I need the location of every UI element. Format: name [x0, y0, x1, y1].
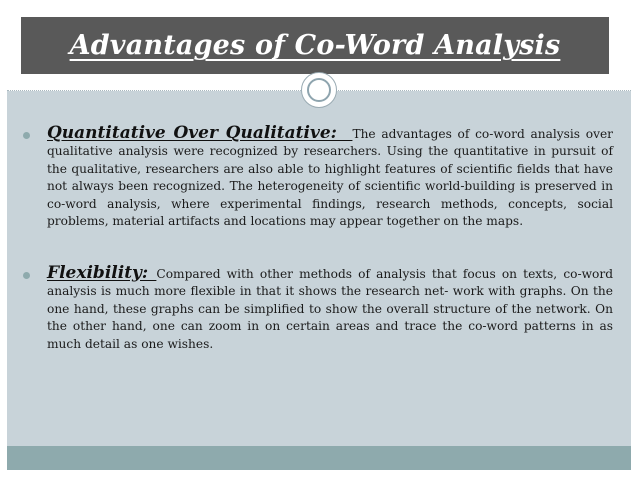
title-bar — [21, 17, 609, 74]
bullet-heading: Flexibility: — [47, 263, 157, 283]
bullet-item-flexibility — [23, 265, 613, 353]
bullet-text — [47, 265, 613, 353]
bullet-body: Compared with other methods of analysis that focus on texts, co-word analysis is much more flexible in that it shows the research net- work with graphs. On the one hand, these graphs can be simplified to show the overall structure of the network. On the other hand, one can zoom in on certain areas and trace the co-word patterns in as much detail as one wishes. — [47, 267, 613, 351]
bullet-heading: Quantitative Over Qualitative: — [47, 123, 353, 143]
circle-ornament-icon — [301, 72, 337, 108]
bullet-item-quantitative — [23, 125, 613, 230]
bullet-icon — [23, 132, 30, 139]
bullet-icon — [23, 272, 30, 279]
circle-ornament-inner — [307, 78, 331, 102]
footer-bar — [7, 446, 631, 470]
slide-title: Advantages of Co-Word Analysis — [69, 30, 561, 61]
bullet-body: The advantages of co-word analysis over qualitative analysis were recognized by researchers. Using the quantitative in pursuit of the qualitative, researchers are also able to highlight features of scientific fields that have not always been recognized. The heterogeneity of scientific world-building is preserved in co-word analysis, where experimental findings, research methods, concepts, social problems, material artifacts and locations may appear together on the maps. — [47, 127, 614, 229]
bullet-text — [47, 125, 613, 230]
